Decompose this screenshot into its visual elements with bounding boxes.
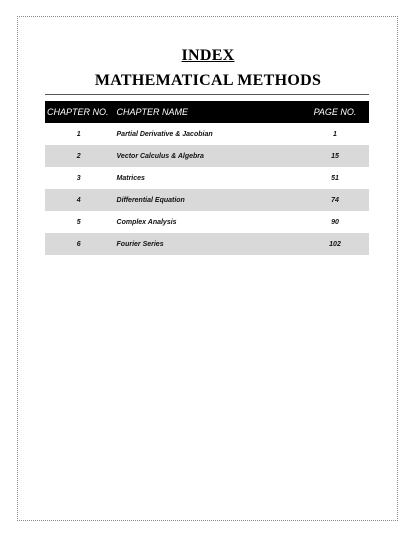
chapter-name-header: CHAPTER NAME: [116, 107, 189, 117]
page-border: [17, 16, 398, 521]
chapter-name: Partial Derivative & Jacobian: [116, 130, 213, 138]
page-number: 102: [329, 240, 341, 248]
chapter-number: 6: [76, 240, 81, 248]
page-no-header: PAGE NO.: [313, 107, 357, 117]
chapter-name: Fourier Series: [116, 240, 164, 248]
page-number: 51: [331, 174, 339, 182]
table-header-row: [45, 101, 369, 123]
chapter-number: 2: [76, 152, 81, 160]
index-title: INDEX: [181, 47, 235, 64]
subject-title: MATHEMATICAL METHODS: [94, 72, 322, 89]
table-row: [45, 123, 369, 145]
chapter-name: Complex Analysis: [116, 218, 177, 226]
page-number: 90: [331, 218, 339, 226]
chapter-index-table: [45, 101, 369, 255]
chapter-number: 3: [76, 174, 81, 182]
table-row: [45, 145, 369, 167]
chapter-number: 4: [76, 196, 81, 204]
page-number: 1: [333, 130, 337, 138]
chapter-number: 1: [76, 130, 81, 138]
chapter-name: Vector Calculus & Algebra: [116, 152, 204, 160]
table-row: [45, 189, 369, 211]
table-row: [45, 233, 369, 255]
table-row: [45, 211, 369, 233]
page-number: 74: [331, 196, 339, 204]
table-row: [45, 167, 369, 189]
chapter-no-header: CHAPTER NO.: [47, 107, 109, 117]
chapter-number: 5: [76, 218, 81, 226]
title-divider: [45, 94, 369, 95]
chapter-name: Differential Equation: [116, 196, 185, 204]
page-number: 15: [331, 152, 339, 160]
chapter-name: Matrices: [116, 174, 145, 182]
